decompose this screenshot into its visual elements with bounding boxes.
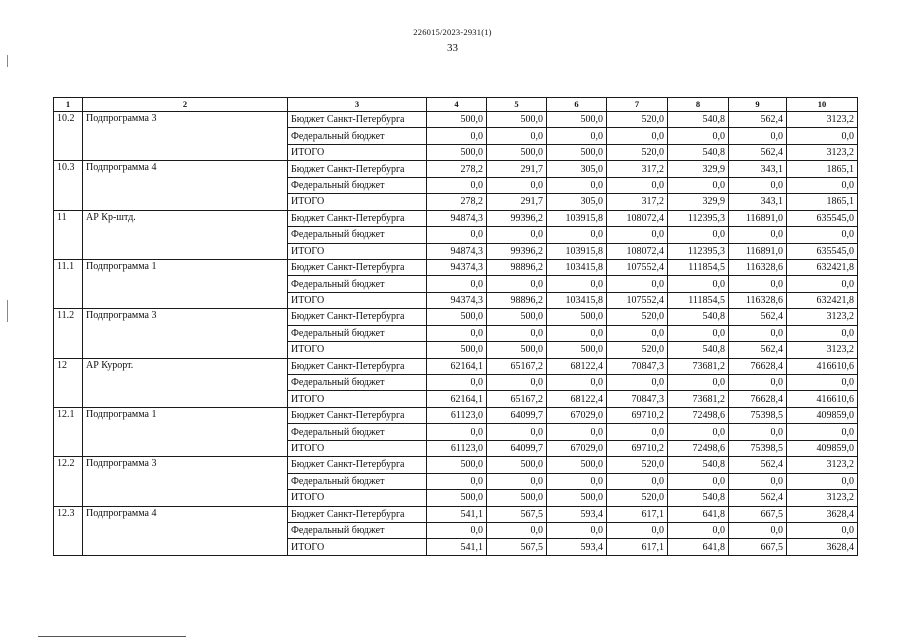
funding-source: ИТОГО [288,490,427,506]
column-number: 6 [547,98,607,112]
amount-cell: 667,5 [729,539,787,555]
column-number-row [54,98,858,112]
amount-cell: 500,0 [427,342,487,358]
amount-cell: 108072,4 [607,210,668,226]
amount-cell: 0,0 [729,276,787,292]
amount-cell: 107552,4 [607,259,668,275]
amount-cell: 99396,2 [487,243,547,259]
amount-cell: 0,0 [787,276,858,292]
amount-cell: 635545,0 [787,243,858,259]
page-number: 33 [447,42,458,54]
amount-cell: 0,0 [787,177,858,193]
funding-source: Федеральный бюджет [288,276,427,292]
amount-cell: 1865,1 [787,194,858,210]
amount-cell: 0,0 [487,522,547,538]
funding-source: Федеральный бюджет [288,227,427,243]
amount-cell: 67029,0 [547,440,607,456]
row-code: 12.3 [54,506,83,555]
scan-margin-mark [7,300,8,322]
amount-cell: 0,0 [607,424,668,440]
column-number: 5 [487,98,547,112]
amount-cell: 635545,0 [787,210,858,226]
column-number: 4 [427,98,487,112]
funding-source: Федеральный бюджет [288,375,427,391]
amount-cell: 520,0 [607,144,668,160]
amount-cell: 0,0 [668,276,729,292]
column-number: 9 [729,98,787,112]
amount-cell: 65167,2 [487,358,547,374]
amount-cell: 278,2 [427,194,487,210]
document-id: 226015/2023-2931(1) [413,27,492,37]
amount-cell: 520,0 [607,309,668,325]
amount-cell: 567,5 [487,506,547,522]
budget-table [53,97,858,556]
amount-cell: 593,4 [547,539,607,555]
amount-cell: 0,0 [427,375,487,391]
amount-cell: 3628,4 [787,539,858,555]
amount-cell: 278,2 [427,161,487,177]
amount-cell: 500,0 [427,144,487,160]
amount-cell: 0,0 [668,375,729,391]
amount-cell: 76628,4 [729,391,787,407]
row-code: 10.2 [54,112,83,161]
amount-cell: 0,0 [787,128,858,144]
amount-cell: 562,4 [729,144,787,160]
amount-cell: 64099,7 [487,440,547,456]
amount-cell: 94374,3 [427,292,487,308]
amount-cell: 0,0 [607,177,668,193]
funding-source: Федеральный бюджет [288,473,427,489]
amount-cell: 520,0 [607,490,668,506]
amount-cell: 540,8 [668,112,729,128]
amount-cell: 317,2 [607,194,668,210]
amount-cell: 409859,0 [787,407,858,423]
amount-cell: 98896,2 [487,292,547,308]
funding-source: Бюджет Санкт-Петербурга [288,457,427,473]
amount-cell: 3123,2 [787,457,858,473]
row-code: 12 [54,358,83,407]
amount-cell: 641,8 [668,539,729,555]
amount-cell: 500,0 [487,342,547,358]
amount-cell: 0,0 [427,522,487,538]
amount-cell: 540,8 [668,490,729,506]
amount-cell: 540,8 [668,309,729,325]
amount-cell: 3123,2 [787,490,858,506]
amount-cell: 0,0 [487,473,547,489]
amount-cell: 343,1 [729,194,787,210]
amount-cell: 416610,6 [787,391,858,407]
amount-cell: 69710,2 [607,407,668,423]
amount-cell: 0,0 [787,325,858,341]
amount-cell: 0,0 [607,473,668,489]
amount-cell: 500,0 [487,309,547,325]
amount-cell: 0,0 [547,227,607,243]
amount-cell: 540,8 [668,342,729,358]
row-code: 12.1 [54,407,83,456]
amount-cell: 0,0 [487,227,547,243]
amount-cell: 103915,8 [547,243,607,259]
amount-cell: 0,0 [487,128,547,144]
amount-cell: 0,0 [668,227,729,243]
table-row [54,506,858,522]
amount-cell: 0,0 [547,522,607,538]
amount-cell: 70847,3 [607,391,668,407]
table-row [54,112,858,128]
amount-cell: 111854,5 [668,292,729,308]
amount-cell: 3123,2 [787,112,858,128]
amount-cell: 75398,5 [729,407,787,423]
amount-cell: 0,0 [487,177,547,193]
row-name: Подпрограмма 3 [83,457,288,506]
amount-cell: 108072,4 [607,243,668,259]
amount-cell: 520,0 [607,457,668,473]
table-row [54,259,858,275]
amount-cell: 0,0 [427,276,487,292]
table-row [54,210,858,226]
amount-cell: 305,0 [547,161,607,177]
amount-cell: 562,4 [729,342,787,358]
row-code: 11.2 [54,309,83,358]
funding-source: ИТОГО [288,292,427,308]
amount-cell: 0,0 [547,424,607,440]
amount-cell: 562,4 [729,457,787,473]
amount-cell: 98896,2 [487,259,547,275]
funding-source: Бюджет Санкт-Петербурга [288,259,427,275]
amount-cell: 500,0 [547,490,607,506]
amount-cell: 500,0 [547,112,607,128]
amount-cell: 72498,6 [668,407,729,423]
amount-cell: 0,0 [607,128,668,144]
amount-cell: 500,0 [427,457,487,473]
amount-cell: 305,0 [547,194,607,210]
amount-cell: 0,0 [668,128,729,144]
row-name: Подпрограмма 3 [83,309,288,358]
amount-cell: 0,0 [427,128,487,144]
row-name: Подпрограмма 3 [83,112,288,161]
amount-cell: 116328,6 [729,292,787,308]
amount-cell: 0,0 [787,375,858,391]
amount-cell: 0,0 [547,276,607,292]
funding-source: Федеральный бюджет [288,128,427,144]
amount-cell: 94874,3 [427,243,487,259]
funding-source: ИТОГО [288,342,427,358]
amount-cell: 540,8 [668,457,729,473]
amount-cell: 500,0 [547,457,607,473]
amount-cell: 0,0 [668,177,729,193]
amount-cell: 103415,8 [547,292,607,308]
amount-cell: 0,0 [427,424,487,440]
amount-cell: 112395,3 [668,210,729,226]
funding-source: ИТОГО [288,391,427,407]
amount-cell: 0,0 [729,473,787,489]
amount-cell: 0,0 [547,375,607,391]
amount-cell: 0,0 [547,177,607,193]
amount-cell: 69710,2 [607,440,668,456]
amount-cell: 0,0 [729,375,787,391]
funding-source: Бюджет Санкт-Петербурга [288,112,427,128]
funding-source: Бюджет Санкт-Петербурга [288,161,427,177]
amount-cell: 0,0 [547,128,607,144]
amount-cell: 0,0 [668,424,729,440]
amount-cell: 107552,4 [607,292,668,308]
amount-cell: 111854,5 [668,259,729,275]
amount-cell: 1865,1 [787,161,858,177]
column-number: 2 [83,98,288,112]
row-code: 12.2 [54,457,83,506]
amount-cell: 562,4 [729,309,787,325]
row-code: 11.1 [54,259,83,308]
amount-cell: 291,7 [487,194,547,210]
amount-cell: 103915,8 [547,210,607,226]
funding-source: Федеральный бюджет [288,424,427,440]
funding-source: Федеральный бюджет [288,522,427,538]
amount-cell: 3123,2 [787,309,858,325]
amount-cell: 70847,3 [607,358,668,374]
amount-cell: 0,0 [427,473,487,489]
amount-cell: 541,1 [427,506,487,522]
amount-cell: 0,0 [427,325,487,341]
amount-cell: 562,4 [729,112,787,128]
amount-cell: 632421,8 [787,259,858,275]
row-name: Подпрограмма 4 [83,161,288,210]
amount-cell: 65167,2 [487,391,547,407]
amount-cell: 500,0 [427,490,487,506]
amount-cell: 0,0 [487,325,547,341]
amount-cell: 416610,6 [787,358,858,374]
amount-cell: 62164,1 [427,391,487,407]
amount-cell: 61123,0 [427,440,487,456]
amount-cell: 500,0 [487,490,547,506]
row-name: АР Кр-штд. [83,210,288,259]
footnote-separator [38,636,186,637]
funding-source: ИТОГО [288,194,427,210]
amount-cell: 500,0 [547,309,607,325]
funding-source: ИТОГО [288,144,427,160]
amount-cell: 617,1 [607,506,668,522]
funding-source: Бюджет Санкт-Петербурга [288,506,427,522]
amount-cell: 0,0 [668,522,729,538]
amount-cell: 500,0 [547,342,607,358]
amount-cell: 632421,8 [787,292,858,308]
amount-cell: 0,0 [787,424,858,440]
amount-cell: 0,0 [547,325,607,341]
funding-source: Бюджет Санкт-Петербурга [288,210,427,226]
amount-cell: 500,0 [487,112,547,128]
amount-cell: 0,0 [607,227,668,243]
amount-cell: 0,0 [607,276,668,292]
funding-source: ИТОГО [288,243,427,259]
table-body [54,98,858,556]
amount-cell: 0,0 [729,424,787,440]
amount-cell: 520,0 [607,342,668,358]
amount-cell: 0,0 [787,522,858,538]
column-number: 7 [607,98,668,112]
amount-cell: 112395,3 [668,243,729,259]
amount-cell: 0,0 [487,424,547,440]
amount-cell: 0,0 [607,522,668,538]
amount-cell: 409859,0 [787,440,858,456]
amount-cell: 0,0 [729,522,787,538]
funding-source: Бюджет Санкт-Петербурга [288,358,427,374]
amount-cell: 0,0 [729,128,787,144]
column-number: 10 [787,98,858,112]
funding-source: ИТОГО [288,539,427,555]
amount-cell: 593,4 [547,506,607,522]
scan-margin-mark [7,55,8,67]
amount-cell: 76628,4 [729,358,787,374]
amount-cell: 73681,2 [668,391,729,407]
row-name: АР Курорт. [83,358,288,407]
amount-cell: 0,0 [607,375,668,391]
amount-cell: 116328,6 [729,259,787,275]
table-row [54,358,858,374]
funding-source: Федеральный бюджет [288,177,427,193]
row-code: 11 [54,210,83,259]
amount-cell: 3123,2 [787,342,858,358]
amount-cell: 500,0 [427,112,487,128]
amount-cell: 500,0 [427,309,487,325]
page-header [0,27,905,54]
amount-cell: 0,0 [729,325,787,341]
amount-cell: 562,4 [729,490,787,506]
amount-cell: 67029,0 [547,407,607,423]
table-row [54,457,858,473]
amount-cell: 3628,4 [787,506,858,522]
amount-cell: 72498,6 [668,440,729,456]
amount-cell: 0,0 [668,473,729,489]
amount-cell: 500,0 [487,144,547,160]
column-number: 3 [288,98,427,112]
amount-cell: 68122,4 [547,358,607,374]
table-row [54,309,858,325]
row-name: Подпрограмма 1 [83,259,288,308]
amount-cell: 75398,5 [729,440,787,456]
amount-cell: 641,8 [668,506,729,522]
amount-cell: 500,0 [547,144,607,160]
amount-cell: 103415,8 [547,259,607,275]
amount-cell: 116891,0 [729,243,787,259]
funding-source: Федеральный бюджет [288,325,427,341]
table-row [54,161,858,177]
amount-cell: 541,1 [427,539,487,555]
amount-cell: 61123,0 [427,407,487,423]
amount-cell: 99396,2 [487,210,547,226]
amount-cell: 0,0 [487,276,547,292]
row-name: Подпрограмма 1 [83,407,288,456]
funding-source: Бюджет Санкт-Петербурга [288,309,427,325]
amount-cell: 329,9 [668,194,729,210]
amount-cell: 62164,1 [427,358,487,374]
row-name: Подпрограмма 4 [83,506,288,555]
amount-cell: 667,5 [729,506,787,522]
amount-cell: 317,2 [607,161,668,177]
amount-cell: 64099,7 [487,407,547,423]
amount-cell: 0,0 [487,375,547,391]
amount-cell: 291,7 [487,161,547,177]
amount-cell: 68122,4 [547,391,607,407]
amount-cell: 0,0 [787,227,858,243]
amount-cell: 500,0 [487,457,547,473]
table-row [54,407,858,423]
amount-cell: 0,0 [547,473,607,489]
amount-cell: 0,0 [607,325,668,341]
funding-source: Бюджет Санкт-Петербурга [288,407,427,423]
amount-cell: 0,0 [668,325,729,341]
amount-cell: 540,8 [668,144,729,160]
funding-source: ИТОГО [288,440,427,456]
amount-cell: 94374,3 [427,259,487,275]
row-code: 10.3 [54,161,83,210]
amount-cell: 116891,0 [729,210,787,226]
amount-cell: 617,1 [607,539,668,555]
amount-cell: 343,1 [729,161,787,177]
column-number: 1 [54,98,83,112]
amount-cell: 73681,2 [668,358,729,374]
amount-cell: 94874,3 [427,210,487,226]
column-number: 8 [668,98,729,112]
amount-cell: 0,0 [427,227,487,243]
amount-cell: 0,0 [427,177,487,193]
amount-cell: 567,5 [487,539,547,555]
amount-cell: 0,0 [787,473,858,489]
amount-cell: 329,9 [668,161,729,177]
amount-cell: 0,0 [729,177,787,193]
amount-cell: 3123,2 [787,144,858,160]
amount-cell: 0,0 [729,227,787,243]
amount-cell: 520,0 [607,112,668,128]
